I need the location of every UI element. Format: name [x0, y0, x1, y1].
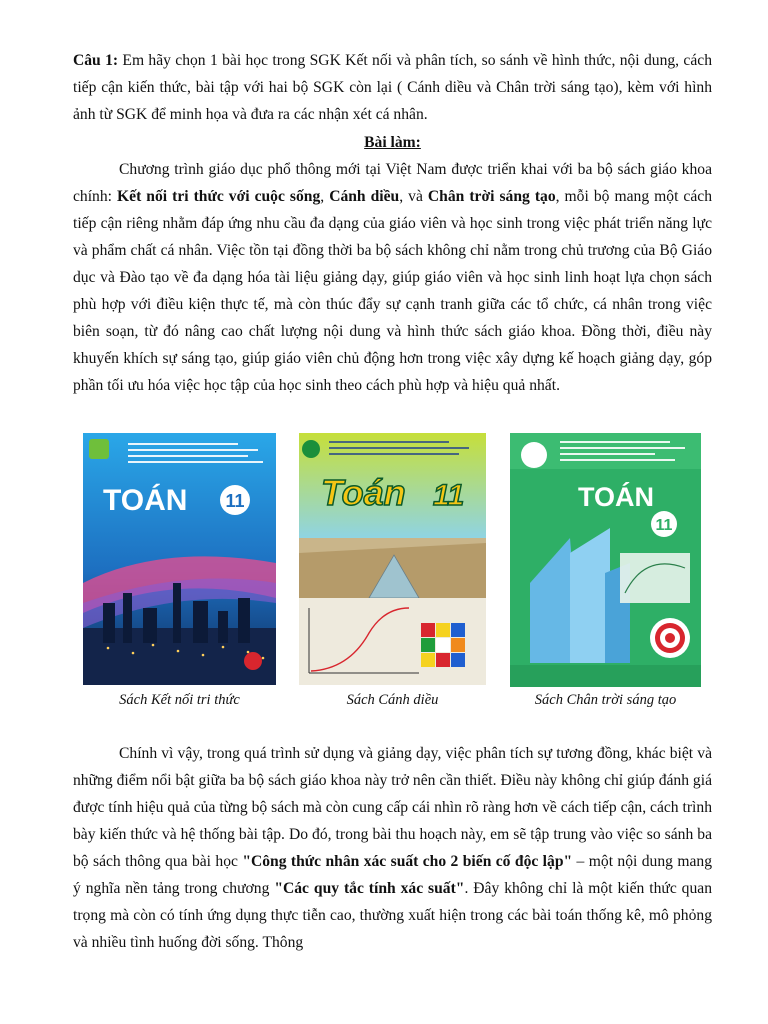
- analysis-paragraph: [73, 740, 712, 956]
- question-label: Câu 1:: [73, 52, 119, 69]
- intro-text-1: Chương trình giáo dục phổ thông mới tại Việt Nam được triển khai với ba bộ sách giáo khoa chính:: [73, 161, 712, 205]
- book-name-chan-troi: Chân trời sáng tạo: [427, 188, 556, 205]
- cover-2-title: Toán: [321, 472, 406, 513]
- intro-text-3: , và: [399, 188, 428, 205]
- cover-chan-troi: [510, 433, 701, 687]
- caption-canh-dieu: Sách Cánh diều: [346, 692, 439, 708]
- caption-chan-troi: Sách Chân trời sáng tạo: [534, 692, 677, 708]
- intro-text-2: ,: [320, 188, 330, 205]
- lesson-title: "Công thức nhân xác suất cho 2 biến cố độc lập": [242, 853, 573, 870]
- question-text: Em hãy chọn 1 bài học trong SGK Kết nối và phân tích, so sánh về hình thức, nội dung, cách tiếp cận kiến thức, bài tập với hai bộ SGK còn lại ( Cánh diều và Chân trời sáng tạo), kèm với hình ảnh từ SGK để minh họa và đưa ra các nhận xét cá nhân.: [73, 52, 712, 123]
- analysis-text-3: . Đây không chỉ là một kiến thức quan trọng mà còn có tính ứng dụng thực tiễn cao, thường xuất hiện trong các bài toán thống kê, mô phỏng và nhiều tình huống đời sống. Thông: [73, 880, 712, 951]
- cover-3-grade: 11: [655, 517, 673, 534]
- intro-paragraph: [73, 156, 712, 399]
- cover-3-title: TOÁN: [578, 482, 655, 512]
- cover-2-grade: 11: [433, 479, 465, 512]
- analysis-text-2: – một nội dung mang ý nghĩa nền tảng trong chương: [73, 853, 712, 897]
- chapter-title: "Các quy tắc tính xác suất": [274, 880, 465, 897]
- question-paragraph: [73, 47, 712, 128]
- book-name-ket-noi: Kết nối tri thức với cuộc sống: [117, 188, 321, 205]
- caption-ket-noi: Sách Kết nối tri thức: [119, 692, 240, 708]
- answer-heading-text: Bài làm:: [364, 134, 421, 151]
- cover-ket-noi: [83, 433, 276, 685]
- cover-1-title: TOÁN: [103, 484, 188, 517]
- book-name-canh-dieu: Cánh diều: [329, 188, 400, 205]
- cover-1-grade: 11: [225, 491, 245, 511]
- cover-canh-dieu: [299, 433, 486, 685]
- analysis-text-1: Chính vì vậy, trong quá trình sử dụng và giảng dạy, việc phân tích sự tương đồng, khác biệt và những điểm nổi bật giữa ba bộ sách giáo khoa này trở nên cần thiết. Điều này không chỉ giúp đánh giá được tính hiệu quả của từng bộ sách mà còn cung cấp cái nhìn rõ ràng hơn về cách tiếp cận, cách trình bày kiến thức và hệ thống bài tập. Do đó, trong bài thu hoạch này, em sẽ tập trung vào việc so sánh ba bộ sách thông qua bài học: [73, 745, 712, 870]
- answer-heading: [73, 129, 712, 156]
- intro-text-4: , mỗi bộ mang một cách tiếp cận riêng nhằm đáp ứng nhu cầu đa dạng của giáo viên và học sinh trong việc phát triển năng lực và phẩm chất cá nhân. Việc tồn tại đồng thời ba bộ sách không chỉ nằm trong chủ trương của Bộ Giáo dục và Đào tạo về đa dạng hóa tài liệu giảng dạy, giúp giáo viên và học sinh linh hoạt lựa chọn sách phù hợp với điều kiện thực tế, mà còn thúc đẩy sự cạnh tranh giữa các tổ chức, cá nhân trong việc biên soạn, từ đó nâng cao chất lượng nội dung và hình thức sách giáo khoa. Đồng thời, điều này khuyến khích sự sáng tạo, giúp giáo viên chủ động hơn trong việc xây dựng kế hoạch giảng dạy, góp phần tối ưu hóa việc học tập của học sinh theo cách phù hợp và hiệu quả nhất.: [73, 188, 712, 394]
